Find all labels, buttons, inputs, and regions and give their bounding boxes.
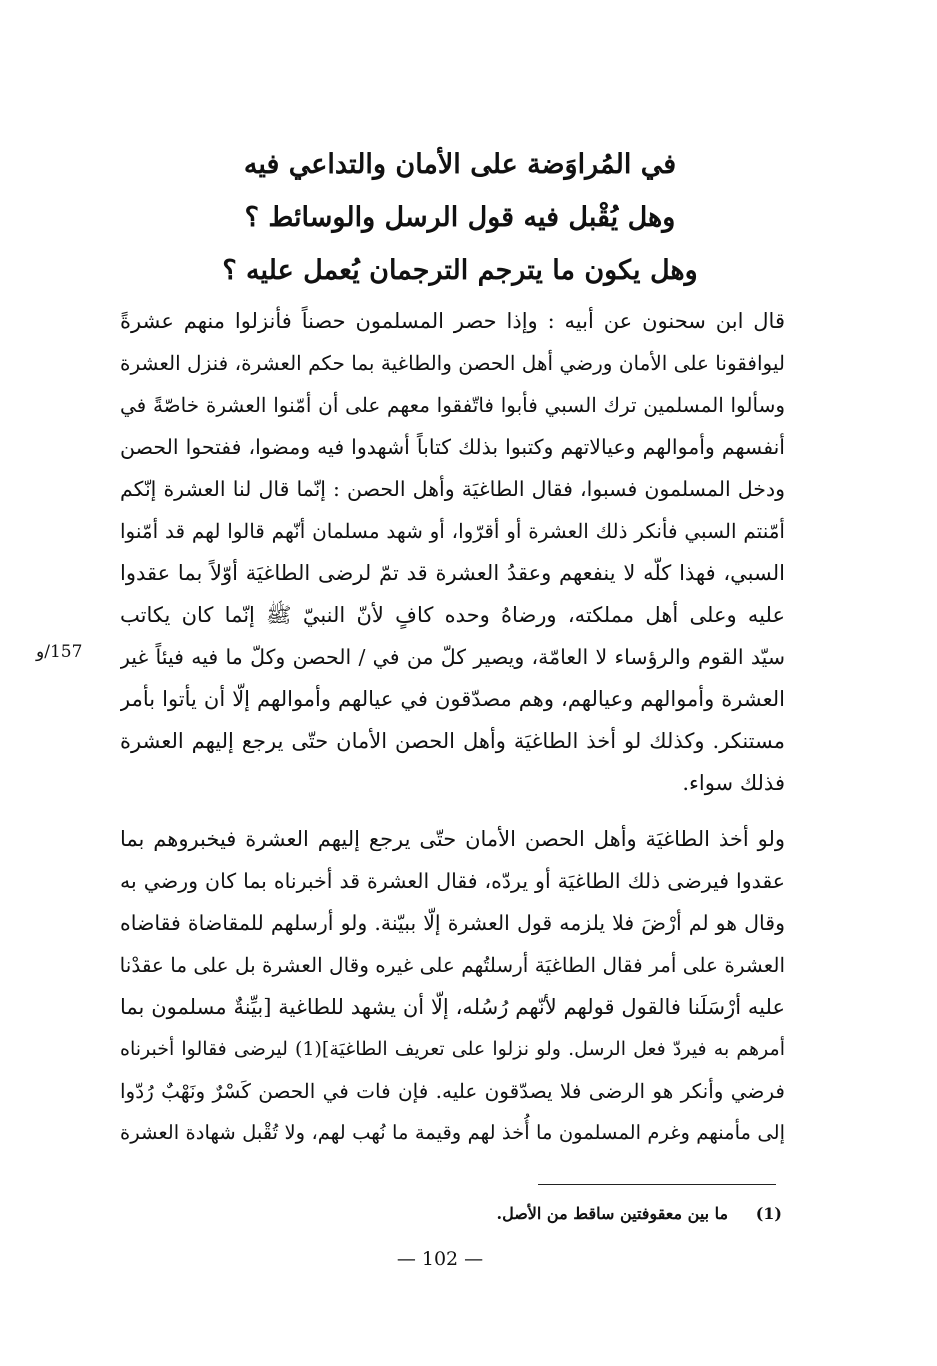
text-line: عقدوا فيرضى ذلك الطاغيَة أو يردّه، فقال العشرة قد أخبرناه بما كان ورضي به [120,869,785,893]
text-line: سيّد القوم والرؤساء لا العامّة، ويصير كلّ من في / الحصن وكلّ ما فيه فيئاً غير [120,645,785,669]
text-line: أمّنتم السبي فأنكر ذلك العشرة أو أقرّوا، أو شهد مسلمان أنّهم قالوا لهم قد أمّنوا [120,519,785,543]
text-line: وسألوا المسلمين ترك السبي فأبوا فاتّفقوا معهم على أن أمّنوا العشرة خاصّةً في [120,393,785,417]
text-line: قال ابن سحنون عن أبيه : وإذا حصر المسلمون حصناً فأنزلوا منهم عشرةً [120,309,785,333]
text-line: العشرة على أمر فقال الطاغيَة أرسلتُهم على غيره وقال العشرة بل على ما عقدْنا [120,953,785,977]
footnote-divider [538,1184,776,1185]
footnote [497,1204,782,1223]
footnote-text: ما بين معقوفتين ساقط من الأصل. [496,1204,729,1223]
text-line: ودخل المسلمون فسبوا، فقال الطاغيَة وأهل الحصن : إنّما قال لنا العشرة إنّكم [120,477,785,501]
text-line: فذلك سواء. [682,771,785,795]
text-line: ولو أخذ الطاغيَة وأهل الحصن الأمان حتّى يرجع إليهم العشرة فيخبروهم بما [120,827,785,851]
text-line: أنفسهم وأموالهم وعيالاتهم وكتبوا بذلك كتاباً أشهدوا فيه ومضوا، ففتحوا الحصن [120,435,785,459]
text-line: ليوافقونا على الأمان ورضي أهل الحصن والطاغية بما حكم العشرة، فنزل العشرة [120,351,785,375]
text-line: وقال هو لم أرْضَ فلا يلزمه قول العشرة إلّا ببيّنة. ولو أرسلهم للمقاضاة فقاضاه [120,911,785,935]
heading-line-1: في المُراوَضة على الأمان والتداعي فيه [243,149,677,180]
heading-line-3: وهل يكون ما يترجم الترجمان يُعمل عليه ؟ [222,255,698,286]
footnote-number: (1) [755,1204,782,1223]
text-line: عليه أرْسَلَنا فالقول قولهم لأنّهم رُسُله، إلّا أن يشهد للطاغية [بيِّنةٌ مسلمون بما [120,995,785,1019]
text-line: العشرة وأموالهم وعيالهم، وهم مصدّقون في عيالهم وأموالهم إلّا أن يأتوا بأمر [120,687,785,711]
text-line: أمرهم به فيردّ فعل الرسل. ولو نزلوا على تعريف الطاغيَة](1) ليرضى فقالوا أخبرناه [120,1038,785,1060]
text-line: السبي، فهذا كلّه لا ينفعهم وعقدُ العشرة قد تمّ لرضى الطاغيَة أوّلاً بما عقدوا [120,561,785,585]
text-line: فرضي وأنكر هو الرضى فلا يصدّقون عليه. فإن فات في الحصن كَسْرٌ ونَهْبٌ رُدّوا [120,1079,785,1103]
folio-margin-note: 157/و [36,642,83,662]
text-line: عليه وعلى أهل مملكته، ورضاهُ وحده كافٍ لأنّ النبيّ ﷺ إنّما كان يكاتب [120,603,785,627]
text-line: إلى مأمنهم وغرم المسلمون ما أُخذ لهم وقيمة ما نُهب لهم، ولا تُقْبل شهادة العشرة [120,1121,785,1144]
text-line: مستنكر. وكذلك لو أخذ الطاغيَة وأهل الحصن الأمان حتّى يرجع إليهم العشرة [120,729,785,753]
heading-line-2: وهل يُقْبل فيه قول الرسل والوسائط ؟ [244,202,676,233]
page-number: — 102 — [396,1248,484,1270]
chapter-heading [180,138,740,297]
paragraph-2 [120,818,785,1154]
paragraph-1 [120,300,785,804]
